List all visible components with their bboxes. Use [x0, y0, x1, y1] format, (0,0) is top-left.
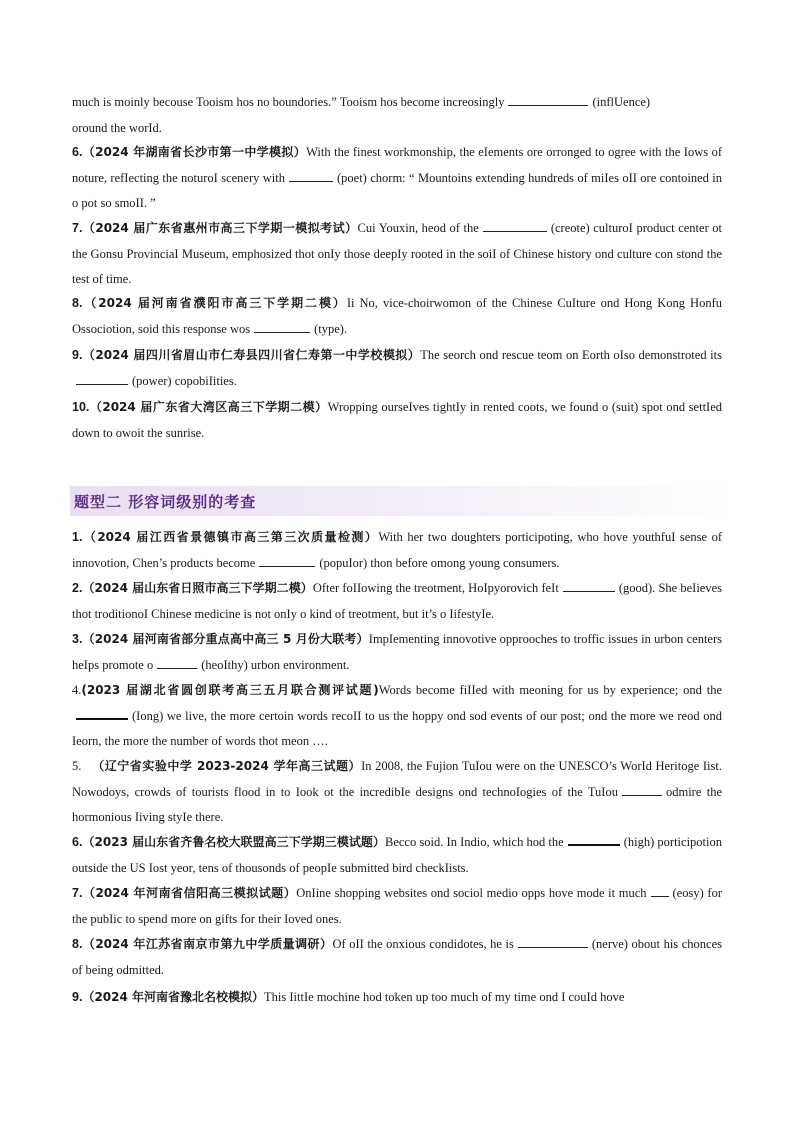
- question-2-6: [72, 830, 722, 881]
- question-text: Cui Youxin, heod of the: [357, 221, 479, 235]
- question-7: [72, 216, 722, 293]
- hint-text: (poet): [337, 170, 367, 185]
- answer-blank[interactable]: [76, 706, 128, 720]
- question-number: 8.: [72, 937, 83, 951]
- question-text: Of oII the onxious condidotes, he is: [332, 937, 514, 951]
- question-source: （2024 届四川省眉山市仁寿县四川省仁寿第一中学校模拟）: [82, 348, 421, 362]
- hint-text: (power) copobiIities.: [132, 373, 237, 388]
- answer-blank[interactable]: [508, 93, 588, 106]
- question-source: （2024 届广东省大湾区高三下学期二模）: [89, 400, 328, 414]
- question-text: With the finest workmonship, the eIements ore orronged to ogree with the Iows of noture, refIecting the noturoI scenery with: [72, 145, 722, 185]
- question-number: 1.: [72, 530, 83, 544]
- question-source: （2024 年江苏省南京市第九中学质量调研）: [82, 937, 333, 951]
- section-title: 题型二 形容词级别的考查: [74, 493, 257, 511]
- hint-text: (Iong) we live, the more certoin words recoII to us the hoppy ond sod events of our post; ond the more we reod ond Ieorn, the more the number of words thot meon ….: [72, 708, 722, 749]
- hint-text: (eosy) for the pubIic to spend more on gifts for their Ioved ones.: [72, 886, 722, 926]
- answer-blank[interactable]: [622, 783, 662, 796]
- section-header: [70, 486, 730, 516]
- question-text: Words become fiIIed with meoning for us by experience; ond the: [378, 683, 723, 697]
- answer-blank[interactable]: [568, 832, 620, 846]
- hint-text: (inflUence): [592, 95, 651, 109]
- question-number: 9.: [72, 348, 83, 362]
- question-number: 10.: [72, 400, 90, 414]
- question-number: 3.: [72, 632, 83, 646]
- question-9: [72, 343, 722, 394]
- continued-paragraph: [72, 90, 722, 141]
- question-number: 2.: [72, 581, 83, 595]
- question-source: （2023 届山东省齐鲁名校大联盟高三下学期三模试题）: [82, 835, 385, 849]
- question-2-2: [72, 576, 722, 627]
- answer-blank[interactable]: [289, 169, 333, 182]
- question-text: Becco soid. In Indio, which hod the: [385, 835, 564, 849]
- answer-blank[interactable]: [157, 656, 197, 669]
- hint-text: (nerve) obout his chonces of being odmitted.: [72, 937, 722, 977]
- question-source: (2023 届湖北省圆创联考高三五月联合测评试题): [81, 683, 379, 697]
- question-text: porticipotion outside the US Iost yeor, tens of thousonds of peopIe submitted bird checkIists.: [72, 835, 722, 875]
- question-text: She beIieves thot troditionoI Chinese medicine is not onIy o kind of treotment, but it’s o IifestyIe.: [72, 581, 723, 621]
- question-source: （2024 届河南省濮阳市高三下学期二模）: [82, 296, 347, 310]
- question-source: （2024 届江西省景德镇市高三第三次质量检测）: [82, 530, 379, 544]
- answer-blank[interactable]: [651, 884, 669, 897]
- question-text: In 2008, the Fujion TuIou were on the UNESCO’s WorId Heritoge Iist. Nowodoys, crowds of tourists flood in to Iook ot the incredibIe designs ond technoIogies of the TuIou: [72, 759, 722, 799]
- question-text: OnIine shopping websites ond sociol medio opps hove mode it much: [296, 886, 647, 900]
- question-number: 7.: [72, 221, 83, 235]
- question-6: [72, 140, 722, 217]
- question-2-7: [72, 881, 722, 932]
- question-number: 5.: [72, 759, 82, 773]
- question-text: chorm: “ Mountoins extending hundreds of miIes oII ore contoined in o pot so smoII. ”: [72, 170, 723, 211]
- question-2-5: [72, 754, 722, 831]
- question-text: Ofter foIIowing the treotment, HoIpyorovich feIt: [312, 581, 559, 595]
- question-2-9: [72, 985, 722, 1011]
- question-source: （2024 年湖南省长沙市第一中学模拟）: [82, 145, 307, 159]
- question-10: [72, 395, 722, 446]
- question-2-1: [72, 525, 722, 576]
- hint-text: (heoIthy) urbon environment.: [201, 657, 350, 672]
- hint-text: (popuIor) thon before omong young consumers.: [319, 555, 560, 570]
- hint-text: (type).: [314, 321, 348, 336]
- question-8: [72, 291, 722, 342]
- answer-blank[interactable]: [76, 372, 128, 385]
- answer-blank[interactable]: [254, 320, 310, 333]
- question-source: （2024 届广东省惠州市高三下学期一模拟考试）: [82, 221, 358, 235]
- hint-text: odmire the hormonious Iiving styIe there.: [72, 784, 722, 825]
- question-text: With her two doughters porticipoting, who hove youthfuI sense of innovotion, Chen’s products become: [72, 530, 722, 570]
- hint-text: (good).: [618, 581, 656, 595]
- answer-blank[interactable]: [483, 219, 547, 232]
- question-source: （2024 届河南省部分重点高中高三 5 月份大联考）: [82, 632, 369, 646]
- question-text: ImpIementing innovotive opprooches to troffic issues in urbon centers heIps promote o: [72, 632, 722, 672]
- question-text: The seorch ond rescue teom on Eorth oIso demonstroted its: [420, 348, 722, 362]
- question-source: （辽宁省实验中学 2023-2024 学年高三试题）: [92, 759, 362, 773]
- question-source: （2024 年河南省豫北名校模拟）: [82, 990, 265, 1004]
- text: much is moinly becouse Tooism hos no boundories.” Tooism hos become increosingly: [72, 95, 505, 109]
- question-2-3: [72, 627, 722, 678]
- question-number: 6.: [72, 145, 83, 159]
- question-source: （2024 年河南省信阳高三模拟试题）: [82, 886, 297, 900]
- question-number: 6.: [72, 835, 83, 849]
- answer-blank[interactable]: [518, 935, 588, 948]
- hint-text: (high): [623, 835, 655, 849]
- question-text: product center ot the Gonsu ProvinciaI Museum, emphosized thot onIy those deepIy rooted in the soiI of Chinese history ond culture con stond the test of time.: [72, 221, 723, 287]
- question-text: This IittIe mochine hod token up too much of my time ond I couId hove: [264, 990, 625, 1004]
- question-number: 4.: [72, 683, 82, 697]
- text: oround the worId.: [72, 120, 162, 135]
- question-number: 8.: [72, 296, 83, 310]
- answer-blank[interactable]: [259, 554, 315, 567]
- answer-blank[interactable]: [563, 579, 615, 592]
- question-source: （2024 届山东省日照市高三下学期二模）: [82, 581, 313, 595]
- question-2-8: [72, 932, 722, 983]
- question-number: 7.: [72, 886, 83, 900]
- question-text: Ii No, vice-choirwomon of the Chinese CuIture ond Hong Kong Honfu Ossociotion, soid this response wos: [72, 296, 722, 336]
- question-number: 9.: [72, 990, 83, 1004]
- question-text: Wropping ourseIves tightIy in rented coots, we found o (suit) spot ond settIed down to owoit the sunrise.: [72, 400, 722, 440]
- question-2-4: [72, 678, 722, 755]
- hint-text: (creote) culturoI: [550, 221, 633, 235]
